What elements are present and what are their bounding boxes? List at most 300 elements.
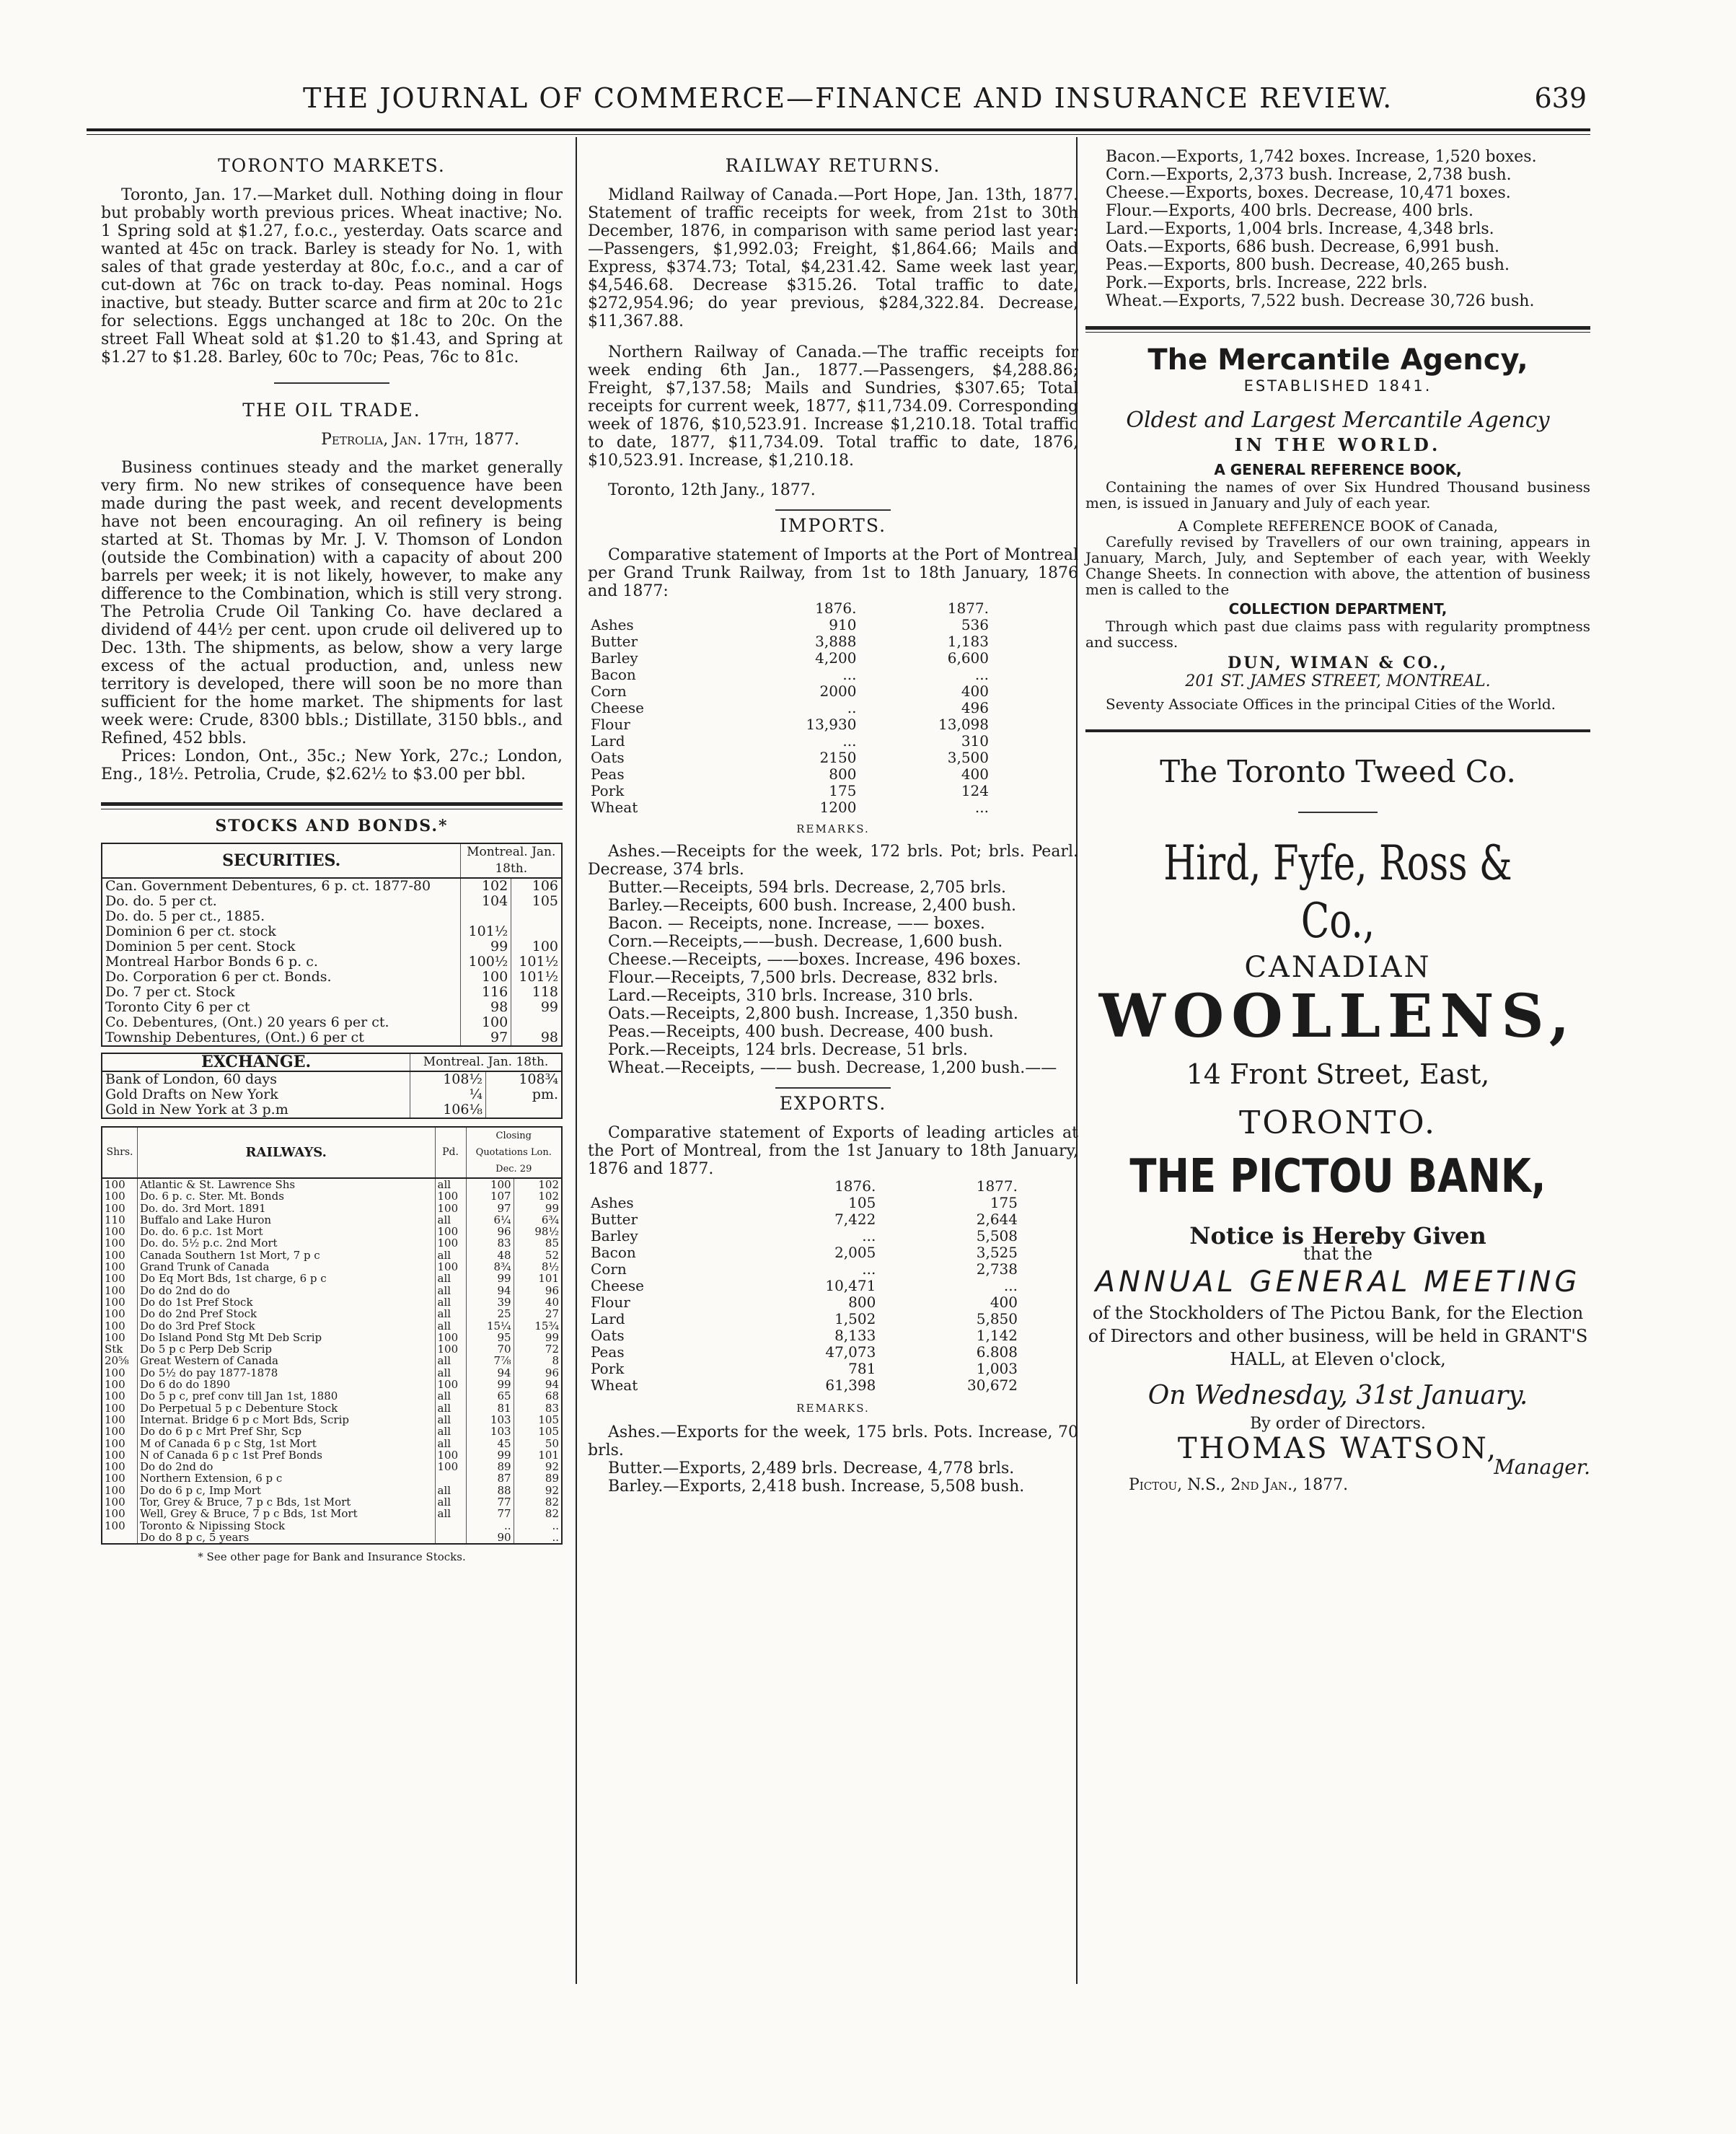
security-row-cell: Dominion 5 per cent. Stock <box>102 939 461 954</box>
railway-row-cell: 77 <box>466 1496 514 1508</box>
security-row-cell: 101½ <box>461 924 511 939</box>
imports-remark: Cheese.—Receipts, ——boxes. Increase, 496 boxes. <box>608 951 1021 969</box>
exchange-row-cell: pm. <box>485 1087 562 1102</box>
railway-row-cell: all <box>435 1250 466 1261</box>
railway-row-cell: Do Eq Mort Bds, 1st charge, 6 p c <box>138 1273 436 1284</box>
railway-row-cell: 100 <box>435 1226 466 1237</box>
railway-row-cell: all <box>435 1438 466 1449</box>
imports-row-cell: 6,600 <box>947 649 989 667</box>
column-middle <box>588 148 1078 1496</box>
railway-row-cell: 98½ <box>514 1226 562 1237</box>
railway-row-cell: 52 <box>514 1250 562 1261</box>
security-row-cell: 100 <box>461 970 511 985</box>
railway-row-cell: 20⅝ <box>102 1355 138 1366</box>
agency-complete: A Complete REFERENCE BOOK of Canada, <box>1177 517 1498 535</box>
exports-row <box>588 1294 1021 1311</box>
railway-row-cell: 85 <box>514 1237 562 1249</box>
security-row-cell: 100 <box>511 939 562 954</box>
security-row-cell: 99 <box>511 1000 562 1015</box>
midland-railway-text: Midland Railway of Canada.—Port Hope, Jan. 13th, 1877. Statement of traffic receipts for week, from 21st to 30th December, 1876, in comparison with same period last year:—Passengers, $1,992.03; Freight, $1,864.66; Mails and Express, $374.73; Total, $4,231.42. Same week last year, $4,546.68. Decrease $315.26. Total traffic to date, $272,954.96; do year previous, $284,322.84. Decrease, $11,367.88. <box>588 186 1078 330</box>
railway-row-cell: Well, Grey & Bruce, 7 p c Bds, 1st Mort <box>138 1508 436 1519</box>
imports-row-cell: ... <box>974 666 989 683</box>
railway-row-cell: 100 <box>435 1379 466 1390</box>
railway-row <box>102 1520 562 1532</box>
exports-row-cell: 2,738 <box>976 1260 1018 1278</box>
section-divider <box>274 382 389 384</box>
exports-row-cell: 1,502 <box>834 1310 876 1327</box>
agency-firm: DUN, WIMAN & CO., <box>1228 654 1448 672</box>
securities-col-header: Montreal. Jan. 18th. <box>461 843 562 878</box>
security-row-cell: 118 <box>511 985 562 1000</box>
railway-row-cell: 95 <box>466 1332 514 1343</box>
exports-row-cell: 7,422 <box>834 1211 876 1228</box>
exports-row <box>588 1244 1021 1261</box>
railway-row-cell: 100 <box>102 1285 138 1296</box>
agency-complete-text: Carefully revised by Travellers of our own training, appears in January, March, July, and September of each year, with Weekly Change Sheets. In connection with above, the attention of business men is called to the <box>1085 533 1590 598</box>
railway-row-cell: 100 <box>102 1273 138 1284</box>
pictou-date: On Wednesday, 31st January. <box>1147 1381 1528 1410</box>
imports-remark: Peas.—Receipts, 400 bush. Decrease, 400 bush. <box>608 1023 994 1041</box>
railway-row <box>102 1261 562 1273</box>
exports-row <box>588 1344 1021 1361</box>
railway-row-cell: 94 <box>514 1379 562 1390</box>
imports-remarks <box>588 843 1078 1077</box>
railway-row-cell: 99 <box>466 1449 514 1461</box>
agency-title: The Mercantile Agency, <box>1147 343 1528 377</box>
security-row <box>102 939 562 954</box>
railway-row-cell: 87 <box>466 1472 514 1484</box>
railway-row-cell: 45 <box>466 1438 514 1449</box>
railway-row-cell: 94 <box>466 1367 514 1379</box>
railway-row-cell: Buffalo and Lake Huron <box>138 1214 436 1226</box>
imports-row-cell: Peas <box>591 765 625 783</box>
railway-row-cell: 100 <box>102 1472 138 1484</box>
railway-row <box>102 1461 562 1472</box>
security-row-cell: 97 <box>461 1030 511 1046</box>
railway-row-cell: Do do 1st Pref Stock <box>138 1296 436 1308</box>
railway-row <box>102 1496 562 1508</box>
imports-remark: Bacon. — Receipts, none. Increase, —— boxes. <box>608 915 985 933</box>
security-row-cell <box>511 1015 562 1030</box>
railway-row-cell: 100 <box>102 1402 138 1414</box>
railway-row-cell: 81 <box>466 1402 514 1414</box>
railway-row-cell: Northern Extension, 6 p c <box>138 1472 436 1484</box>
railway-row-cell: 100 <box>102 1414 138 1426</box>
exports-row <box>588 1211 1021 1228</box>
imports-row <box>588 700 992 716</box>
railway-row-cell: all <box>435 1296 466 1308</box>
imports-remark: Flour.—Receipts, 7,500 brls. Decrease, 832 brls. <box>608 969 998 987</box>
railway-row-cell: 99 <box>514 1203 562 1214</box>
tweed-street: 14 Front Street, East, <box>1186 1058 1490 1090</box>
security-row-cell: Township Debentures, (Ont.) 6 per ct <box>102 1030 461 1046</box>
exports-row-cell: Barley <box>591 1227 638 1244</box>
railway-row-cell: 100 <box>102 1237 138 1249</box>
railway-row-cell: 94 <box>466 1285 514 1296</box>
exports-row <box>588 1261 1021 1278</box>
exports-row-cell: 5,508 <box>976 1227 1018 1244</box>
railway-row <box>102 1485 562 1496</box>
imports-row-cell: 1,183 <box>947 633 989 650</box>
exports-row-cell: 105 <box>848 1194 876 1211</box>
railway-row <box>102 1190 562 1202</box>
imports-row-cell: 124 <box>961 782 989 799</box>
railway-row-cell: 100 <box>102 1379 138 1390</box>
security-row-cell <box>511 909 562 924</box>
railway-dateline: Toronto, 12th Jany., 1877. <box>608 481 816 499</box>
railway-row-cell: all <box>435 1414 466 1426</box>
security-row-cell: 98 <box>461 1000 511 1015</box>
header-rule-thin <box>87 134 1590 135</box>
security-row <box>102 1015 562 1030</box>
railway-row <box>102 1414 562 1426</box>
security-row-cell <box>511 924 562 939</box>
imports-row-cell: 536 <box>961 616 989 633</box>
imports-row-cell: Barley <box>591 649 638 667</box>
exports-row <box>588 1311 1021 1327</box>
railway-row-cell: 39 <box>466 1296 514 1308</box>
imports-year-1877: 1877. <box>947 600 989 617</box>
exchange-row <box>102 1087 562 1102</box>
imports-row-cell: 3,888 <box>815 633 857 650</box>
imports-row-cell: Wheat <box>591 799 638 816</box>
railway-row-cell: all <box>435 1308 466 1320</box>
exports-row <box>588 1377 1021 1394</box>
imports-heading: IMPORTS. <box>779 515 887 536</box>
railway-row-cell: 100 <box>102 1520 138 1532</box>
railway-row-cell: all <box>435 1273 466 1284</box>
railway-row-cell: 100 <box>435 1461 466 1472</box>
imports-row-cell: 13,098 <box>938 716 989 733</box>
exports-intro: Comparative statement of Exports of leading articles at the Port of Montreal, from the 1st January to 18th January, 1876 and 1877. <box>588 1124 1078 1178</box>
railway-row-cell: Do do 6 p c Mrt Pref Shr, Scp <box>138 1426 436 1437</box>
exchange-row <box>102 1102 562 1118</box>
railway-row-cell: all <box>435 1485 466 1496</box>
imports-row-cell: 400 <box>961 682 989 700</box>
railway-row-cell: 25 <box>466 1308 514 1320</box>
security-row-cell: 105 <box>511 894 562 909</box>
security-row <box>102 970 562 985</box>
railway-row-cell: 6¾ <box>514 1214 562 1226</box>
railways-pd-header: Pd. <box>435 1127 466 1178</box>
railway-row-cell: Do do 3rd Pref Stock <box>138 1320 436 1332</box>
exports-remark: Bacon.—Exports, 1,742 boxes. Increase, 1,520 boxes. <box>1106 148 1537 166</box>
railway-row <box>102 1379 562 1390</box>
exchange-row-cell: Gold in New York at 3 p.m <box>102 1102 410 1118</box>
railway-row <box>102 1226 562 1237</box>
tweed-canadian: CANADIAN <box>1244 951 1432 984</box>
oil-dateline: Petrolia, Jan. 17th, 1877. <box>321 431 519 449</box>
railway-row-cell: 27 <box>514 1308 562 1320</box>
railway-row-cell: Do. do. 5½ p.c. 2nd Mort <box>138 1237 436 1249</box>
exports-row-cell: ... <box>1003 1277 1018 1294</box>
imports-row-cell: 4,200 <box>815 649 857 667</box>
railway-row <box>102 1402 562 1414</box>
pictou-bank-ad <box>1085 1148 1590 1494</box>
railway-row <box>102 1273 562 1284</box>
exports-remarks <box>588 1423 1078 1496</box>
exchange-row <box>102 1071 562 1087</box>
railway-row <box>102 1250 562 1261</box>
railway-row-cell: Grand Trunk of Canada <box>138 1261 436 1273</box>
pictou-order: By order of Directors. <box>1250 1415 1426 1433</box>
exports-row-cell: Peas <box>591 1343 625 1361</box>
railway-row-cell: Do Island Pond Stg Mt Deb Scrip <box>138 1332 436 1343</box>
railway-returns-heading: RAILWAY RETURNS. <box>725 155 941 176</box>
exports-year-1877: 1877. <box>976 1177 1018 1195</box>
exports-row <box>588 1228 1021 1244</box>
railway-row-cell: 100 <box>435 1449 466 1461</box>
security-row-cell: Do. Corporation 6 per ct. Bonds. <box>102 970 461 985</box>
exports-table <box>588 1178 1021 1394</box>
pictou-body: of the Stockholders of The Pictou Bank, for the Election of Directors and other business, will be held in GRANT'S HALL, at Eleven o'clock, <box>1088 1303 1588 1369</box>
exports-row-cell: Pork <box>591 1360 625 1377</box>
railway-row-cell: 7⅞ <box>466 1355 514 1366</box>
railway-row-cell: Do Perpetual 5 p c Debenture Stock <box>138 1402 436 1414</box>
tweed-city: TORONTO. <box>1239 1105 1437 1141</box>
exports-row-cell: 47,073 <box>825 1343 876 1361</box>
railway-row-cell: 8½ <box>514 1261 562 1273</box>
railway-row-cell: Do do 6 p c, Imp Mort <box>138 1485 436 1496</box>
toronto-tweed-ad <box>1085 754 1590 1141</box>
imports-remark: Butter.—Receipts, 594 brls. Decrease, 2,705 brls. <box>608 879 1007 897</box>
security-row-cell: Do. 7 per ct. Stock <box>102 985 461 1000</box>
railway-row-cell: 15¾ <box>514 1320 562 1332</box>
railway-row <box>102 1449 562 1461</box>
railway-row <box>102 1178 562 1190</box>
security-row <box>102 878 562 894</box>
oil-trade-text: Business continues steady and the market generally very firm. No new strikes of consequence have been made during the past week, and recent developments have not been encouraging. An oil refinery is being started at St. Thomas by Mr. J. V. Thomson of London (outside the Combination) with a capacity of about 200 barrels per week; it is not likely, however, to make any difference to the Combination, which is still very strong. The Petrolia Crude Oil Tanking Co. have declared a dividend of 44½ per cent. upon crude oil delivered up to Dec. 13th. The shipments, as below, show a very large excess of the actual production, and, unless new territory is developed, there will soon be no more than sufficient for the home market. The shipments for last week were: Crude, 8300 bbls.; Distillate, 3150 bbls., and Refined, 452 bbls. <box>101 459 563 747</box>
security-row-cell: Dominion 6 per ct. stock <box>102 924 461 939</box>
security-row <box>102 954 562 970</box>
railway-row-cell: 99 <box>466 1379 514 1390</box>
imports-row-cell: 496 <box>961 699 989 716</box>
exports-row-cell: 30,672 <box>967 1376 1018 1394</box>
railway-row-cell: all <box>435 1508 466 1519</box>
imports-row-cell: ... <box>842 732 857 750</box>
exports-row-cell: 6.808 <box>976 1343 1018 1361</box>
railway-row-cell: all <box>435 1355 466 1366</box>
pictou-that: that the <box>1303 1244 1373 1264</box>
railway-row-cell: .. <box>514 1532 562 1544</box>
railway-row-cell: 88 <box>466 1485 514 1496</box>
railway-row-cell: all <box>435 1402 466 1414</box>
imports-row-cell: 3,500 <box>947 749 989 766</box>
imports-row-cell: 2000 <box>819 682 857 700</box>
railway-row-cell: 82 <box>514 1508 562 1519</box>
exchange-row-cell: Bank of London, 60 days <box>102 1071 410 1087</box>
railway-row-cell: 100 <box>102 1461 138 1472</box>
railway-row <box>102 1472 562 1484</box>
imports-remark: Pork.—Receipts, 124 brls. Decrease, 51 brls. <box>608 1041 968 1059</box>
railway-row-cell: all <box>435 1178 466 1190</box>
exports-row-cell: 1,003 <box>976 1360 1018 1377</box>
exchange-row-cell: Gold Drafts on New York <box>102 1087 410 1102</box>
exports-remark: Ashes.—Exports for the week, 175 brls. Pots. Increase, 70 brls. <box>588 1423 1078 1459</box>
imports-row-cell: 2150 <box>819 749 857 766</box>
exports-row-cell: Cheese <box>591 1277 644 1294</box>
railway-row-cell: 40 <box>514 1296 562 1308</box>
security-row-cell: Do. do. 5 per ct., 1885. <box>102 909 461 924</box>
railway-row-cell <box>435 1532 466 1544</box>
pictou-meeting: ANNUAL GENERAL MEETING <box>1095 1265 1581 1299</box>
security-row-cell: 116 <box>461 985 511 1000</box>
imports-row <box>588 766 992 783</box>
railway-row <box>102 1367 562 1379</box>
railway-row-cell: 103 <box>466 1426 514 1437</box>
agency-collection-text: Through which past due claims pass with regularity promptness and success. <box>1085 618 1590 651</box>
railway-row-cell: 99 <box>514 1332 562 1343</box>
imports-year-1876: 1876. <box>815 600 857 617</box>
imports-row <box>588 799 992 816</box>
exports-row-cell: 10,471 <box>825 1277 876 1294</box>
agency-address: 201 ST. JAMES STREET, MONTREAL. <box>1185 672 1491 690</box>
exchange-header: EXCHANGE. <box>102 1053 410 1071</box>
pictou-notice: Notice is Hereby Given <box>1189 1222 1486 1250</box>
railway-row-cell: all <box>435 1367 466 1379</box>
railway-row-cell: 82 <box>514 1496 562 1508</box>
railway-row-cell: M of Canada 6 p c Stg, 1st Mort <box>138 1438 436 1449</box>
railway-row-cell: Do 5½ do pay 1877-1878 <box>138 1367 436 1379</box>
stocks-heading: STOCKS AND BONDS.* <box>215 817 449 835</box>
exports-remark: Lard.—Exports, 1,004 brls. Increase, 4,348 brls. <box>1106 220 1494 238</box>
railway-row-cell: 100 <box>102 1367 138 1379</box>
railway-row-cell: 8 <box>514 1355 562 1366</box>
imports-row-cell: 800 <box>829 765 857 783</box>
oil-trade-heading: THE OIL TRADE. <box>242 400 421 421</box>
railway-row-cell: 100 <box>435 1261 466 1273</box>
railway-row-cell: 8¾ <box>466 1261 514 1273</box>
exports-row <box>588 1327 1021 1344</box>
imports-row <box>588 650 992 667</box>
imports-row-cell: Pork <box>591 782 625 799</box>
security-row-cell: Can. Government Debentures, 6 p. ct. 1877-80 <box>102 878 461 894</box>
imports-row-cell: Cheese <box>591 699 644 716</box>
column-left <box>101 148 563 1565</box>
railway-row-cell: Do do 2nd do do <box>138 1285 436 1296</box>
railways-shrs-header: Shrs. <box>102 1127 138 1178</box>
security-row-cell: Montreal Harbor Bonds 6 p. c. <box>102 954 461 970</box>
header-rule <box>87 128 1590 131</box>
exports-row-cell: 5,850 <box>976 1310 1018 1327</box>
exports-remark: Flour.—Exports, 400 brls. Decrease, 400 brls. <box>1106 202 1473 220</box>
exports-remark: Oats.—Exports, 686 bush. Decrease, 6,991 bush. <box>1106 238 1499 256</box>
imports-row-cell: Ashes <box>591 616 634 633</box>
railway-row-cell <box>435 1520 466 1532</box>
railway-row-cell: 92 <box>514 1461 562 1472</box>
exchange-row-cell: 108½ <box>410 1071 486 1087</box>
imports-row-cell: Bacon <box>591 666 636 683</box>
railway-row <box>102 1355 562 1366</box>
imports-row-cell: 1200 <box>819 799 857 816</box>
security-row-cell: 102 <box>461 878 511 894</box>
railway-row-cell <box>102 1532 138 1544</box>
railway-row <box>102 1285 562 1296</box>
railway-row-cell: 48 <box>466 1250 514 1261</box>
railway-row-cell: all <box>435 1214 466 1226</box>
imports-remark: Oats.—Receipts, 2,800 bush. Increase, 1,350 bush. <box>608 1005 1018 1023</box>
railway-row-cell: all <box>435 1320 466 1332</box>
railway-row-cell: 72 <box>514 1343 562 1355</box>
railway-row-cell: 100 <box>102 1438 138 1449</box>
oil-prices: Prices: London, Ont., 35c.; New York, 27c.; London, Eng., 18½. Petrolia, Crude, $2.62½ to $3.00 per bbl. <box>101 747 563 783</box>
security-row-cell: Do. do. 5 per ct. <box>102 894 461 909</box>
page-header <box>87 78 1587 121</box>
railway-row <box>102 1532 562 1544</box>
railway-row <box>102 1214 562 1226</box>
security-row-cell: 98 <box>511 1030 562 1046</box>
railway-row <box>102 1343 562 1355</box>
tweed-woollens: WOOLLENS, <box>1098 982 1577 1051</box>
imports-row-cell: Butter <box>591 633 638 650</box>
railway-row-cell: .. <box>466 1520 514 1532</box>
railway-row-cell: 101 <box>514 1273 562 1284</box>
railway-row-cell: 65 <box>466 1390 514 1402</box>
exports-row-cell: Wheat <box>591 1376 638 1394</box>
railway-row-cell: 96 <box>514 1367 562 1379</box>
imports-row-cell: ... <box>974 799 989 816</box>
exports-row <box>588 1361 1021 1377</box>
stocks-rule <box>101 802 563 806</box>
railway-row-cell: 102 <box>514 1190 562 1202</box>
railway-row-cell: 70 <box>466 1343 514 1355</box>
railway-row-cell: 83 <box>514 1402 562 1414</box>
toronto-markets-heading: TORONTO MARKETS. <box>218 155 446 176</box>
railway-row-cell: all <box>435 1496 466 1508</box>
exports-row-cell: 400 <box>990 1294 1018 1311</box>
railway-row-cell: Do. 6 p. c. Ster. Mt. Bonds <box>138 1190 436 1202</box>
railway-row-cell: 83 <box>466 1237 514 1249</box>
imports-remarks-heading: REMARKS. <box>796 822 870 835</box>
railway-row-cell: Great Western of Canada <box>138 1355 436 1366</box>
railway-row <box>102 1426 562 1437</box>
security-row-cell: 100 <box>461 1015 511 1030</box>
securities-header: SECURITIES. <box>102 843 461 878</box>
imports-row-cell: .. <box>847 699 857 716</box>
railway-row-cell: 100 <box>102 1261 138 1273</box>
security-row <box>102 985 562 1000</box>
railway-row <box>102 1237 562 1249</box>
imports-table <box>588 600 992 816</box>
pictou-role: Manager. <box>1494 1455 1590 1479</box>
agency-offices: Seventy Associate Offices in the principal Cities of the World. <box>1106 695 1556 713</box>
railway-row-cell: 89 <box>466 1461 514 1472</box>
exports-remark: Wheat.—Exports, 7,522 bush. Decrease 30,726 bush. <box>1106 292 1535 310</box>
railway-row-cell: 90 <box>466 1532 514 1544</box>
railway-row-cell: Tor, Grey & Bruce, 7 p c Bds, 1st Mort <box>138 1496 436 1508</box>
exchange-col-header: Montreal. Jan. 18th. <box>410 1053 562 1071</box>
exports-row-cell: Bacon <box>591 1244 636 1261</box>
exports-year-1876: 1876. <box>834 1177 876 1195</box>
agency-collection: COLLECTION DEPARTMENT, <box>1228 600 1448 618</box>
journal-title: THE JOURNAL OF COMMERCE—FINANCE AND INSURANCE REVIEW. <box>303 82 1393 114</box>
security-row-cell: 100½ <box>461 954 511 970</box>
agency-tagline: Oldest and Largest Mercantile Agency <box>1126 408 1550 433</box>
railway-row-cell: 68 <box>514 1390 562 1402</box>
agency-established: ESTABLISHED 1841. <box>1243 377 1432 395</box>
security-row-cell: 101½ <box>511 954 562 970</box>
exports-row-cell: Butter <box>591 1211 638 1228</box>
imports-remark: Ashes.—Receipts for the week, 172 brls. Pot; brls. Pearl. Decrease, 374 brls. <box>588 843 1078 879</box>
railway-row-cell: 100 <box>102 1250 138 1261</box>
railway-row-cell: 100 <box>435 1343 466 1355</box>
railway-row-cell: 96 <box>514 1285 562 1296</box>
railway-row-cell: 77 <box>466 1508 514 1519</box>
exports-heading: EXPORTS. <box>779 1093 887 1114</box>
agency-world: IN THE WORLD. <box>1234 434 1442 455</box>
agency-reference-text: Containing the names of over Six Hundred Thousand business men, is issued in January and July of each year. <box>1085 478 1590 511</box>
security-row <box>102 1030 562 1046</box>
